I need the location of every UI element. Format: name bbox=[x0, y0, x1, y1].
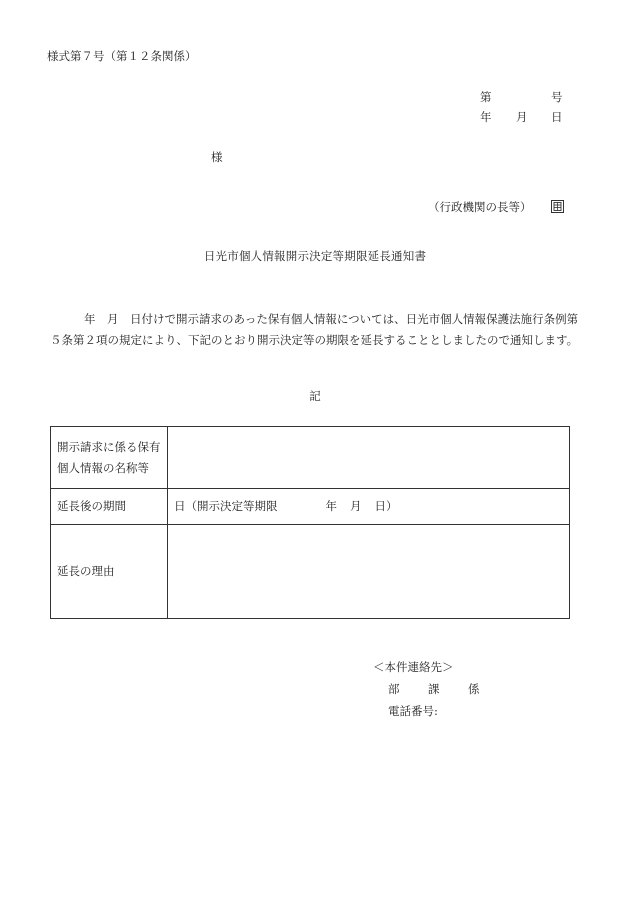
table-row bbox=[51, 525, 570, 619]
sender-title: （行政機関の長等） bbox=[428, 200, 532, 214]
table-value-extension-reason bbox=[168, 525, 570, 619]
document-title: 日光市個人情報開示決定等期限延長通知書 bbox=[203, 249, 427, 263]
contact-phone-label: 電話番号: bbox=[388, 704, 438, 718]
seal-box-icon bbox=[551, 200, 564, 213]
date-year-label: 年 bbox=[480, 110, 492, 124]
period-month-text: 月 bbox=[350, 499, 362, 513]
date-month-label: 月 bbox=[516, 110, 528, 124]
date-day-label: 日 bbox=[551, 110, 563, 124]
issue-date bbox=[480, 112, 563, 124]
period-close-text: 日） bbox=[374, 499, 398, 513]
contact-department bbox=[388, 684, 480, 696]
notice-body bbox=[50, 309, 590, 351]
table-value-requested-info bbox=[168, 427, 570, 489]
details-table bbox=[50, 426, 570, 619]
table-row bbox=[51, 489, 570, 525]
contact-dept-kakari: 係 bbox=[468, 682, 480, 696]
notice-body-line-2: ５条第２項の規定により、下記のとおり開示決定等の期限を延長することとしましたので通知します。 bbox=[50, 333, 579, 347]
addressee-honorific: 様 bbox=[211, 150, 223, 164]
period-year-text: 年 bbox=[325, 499, 337, 513]
period-day-text: 日（開示決定等期限 bbox=[174, 499, 278, 513]
document-number-suffix: 号 bbox=[551, 90, 563, 104]
requested-info-label-line-1: 開示請求に係る保有 bbox=[57, 439, 161, 454]
contact-heading: ＜本件連絡先＞ bbox=[373, 660, 454, 674]
table-label-extended-period: 延長後の期間 bbox=[51, 489, 168, 525]
contact-dept-bu: 部 bbox=[388, 682, 400, 696]
requested-info-label-line-2: 個人情報の名称等 bbox=[57, 460, 149, 475]
table-label-extension-reason: 延長の理由 bbox=[51, 525, 168, 619]
table-label-requested-info bbox=[51, 427, 168, 489]
form-number: 様式第７号（第１２条関係） bbox=[47, 49, 197, 63]
contact-dept-ka: 課 bbox=[428, 682, 440, 696]
table-row bbox=[51, 427, 570, 489]
table-value-extended-period bbox=[168, 489, 570, 525]
notice-body-line-1: 年 月 日付けで開示請求のあった保有個人情報については、日光市個人情報保護法施行条例第 bbox=[84, 312, 579, 326]
ki-heading: 記 bbox=[309, 389, 321, 403]
document-number-label: 第 bbox=[480, 90, 492, 104]
